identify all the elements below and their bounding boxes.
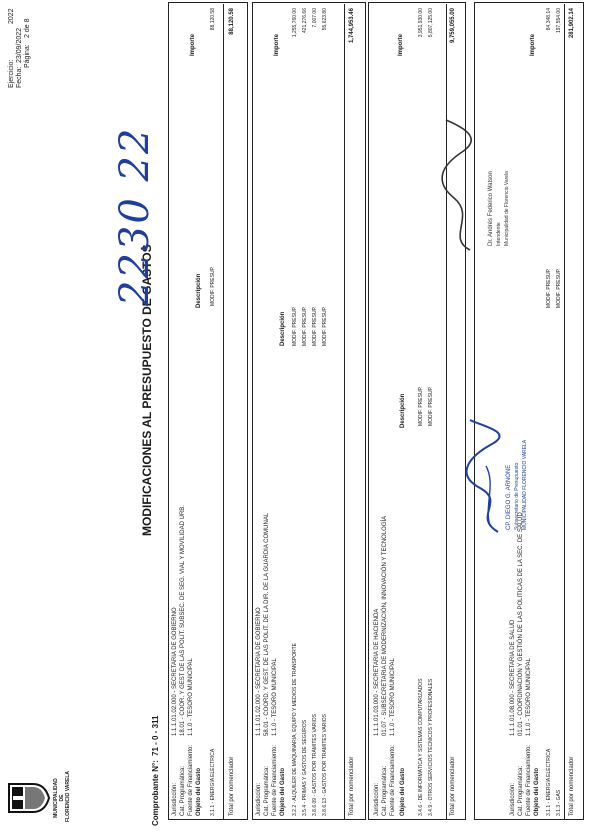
row-importe: 88,120.58 — [210, 8, 216, 31]
cat-programatica-label: Cat. Programática: — [180, 765, 186, 816]
row-descripcion: MODIF. PRESUP. — [546, 268, 552, 308]
total-label: Total por nomenclador — [450, 756, 456, 816]
ejercicio-label: Ejercicio: — [8, 59, 15, 88]
jurisdiccion-label: Jurisdicción: — [256, 782, 262, 816]
signature-title-left: Subsecretario de Presupuesto — [514, 462, 520, 530]
signature-org-left: MUNICIPALIDAD FLORENCIO VARELA — [522, 439, 528, 530]
row-importe: 1,255,760.00 — [292, 8, 298, 38]
signature-stamp-right — [440, 116, 520, 256]
total-label: Total por nomenclador — [229, 756, 235, 816]
signature-org-right: Municipalidad de Florencio Varela — [504, 171, 510, 246]
importe-header: Importe — [398, 33, 404, 56]
fuente-label: Fuente de Financiamiento: — [188, 744, 194, 816]
signature-stamp-left — [462, 416, 542, 536]
importe-header: Importe — [530, 33, 536, 56]
total-value: 281,902.14 — [569, 8, 575, 39]
objeto-header: Objeto del Gasto — [534, 767, 540, 816]
section-divider — [344, 4, 345, 820]
fuente-value: 1.1.0 - TESORO MUNICIPAL — [188, 658, 194, 736]
cat-programatica-value: 01.01 - COORDINACIÓN Y GESTIÓN DE LAS POLITICAS DE LA SEC. DE SALUD — [518, 512, 524, 736]
signature-scribble-icon — [440, 116, 480, 256]
comprobante-value: 71 - 0 - 311 — [151, 715, 160, 756]
fecha-value: 23/09/2022 — [16, 27, 23, 63]
logo-line: DE — [59, 794, 65, 802]
row-descripcion: MODIF. PRESUP. — [418, 386, 424, 426]
total-value: 9,759,055.00 — [450, 8, 456, 44]
handwritten-number: 2230 22 — [112, 126, 158, 306]
row-objeto: 3.2.2 - ALQUILER DE MAQUINARIA, EQUIPO Y MEDIOS DE TRANSPORTE — [292, 642, 298, 816]
total-value: 1,744,953.46 — [349, 8, 355, 44]
cat-programatica-label: Cat. Programática: — [518, 765, 524, 816]
row-descripcion: MODIF. PRESUP. — [302, 306, 308, 346]
row-descripcion: MODIF. PRESUP. — [556, 268, 562, 308]
page-title: MODIFICACIONES AL PRESUPUESTO DE GASTOS — [140, 244, 154, 536]
signature-scribble-icon — [462, 416, 508, 536]
row-importe: 84,348.14 — [546, 8, 552, 31]
row-descripcion: MODIF. PRESUP. — [292, 306, 298, 346]
row-descripcion: MODIF. PRESUP. — [210, 266, 216, 306]
importe-header: Importe — [190, 33, 196, 56]
descripcion-header: Descripción — [196, 273, 202, 308]
comprobante-label: Comprobante N°: — [151, 760, 160, 826]
jurisdiccion-label: Jurisdicción: — [510, 782, 516, 816]
descripcion-header: Descripción — [280, 311, 286, 346]
total-label: Total por nomenclador — [349, 756, 355, 816]
jurisdiccion-value: 1.1.1.01.08.000 - SECRETARIA DE SALUD — [510, 619, 516, 736]
fuente-value: 1.1.0 - TESORO MUNICIPAL — [272, 658, 278, 736]
fuente-label: Fuente de Financiamiento: — [526, 744, 532, 816]
fuente-label: Fuente de Financiamiento: — [272, 744, 278, 816]
jurisdiccion-value: 1.1.1.01.02.000 - SECRETARIA DE GOBIERNO — [256, 607, 262, 736]
objeto-header: Objeto del Gasto — [400, 767, 406, 816]
fuente-value: 1.1.0 - TESORO MUNICIPAL — [526, 658, 532, 736]
row-objeto: 3.5.4 - PRIMAS Y GASTOS DE SEGUROS — [302, 719, 308, 816]
cat-programatica-label: Cat. Programática: — [382, 765, 388, 816]
row-importe: 3,951,930.00 — [418, 8, 424, 38]
section-divider — [223, 4, 224, 820]
objeto-header: Objeto del Gasto — [196, 767, 202, 816]
row-objeto: 3.1.3 - GAS — [556, 789, 562, 816]
coat-of-arms-icon — [7, 781, 51, 815]
jurisdiccion-label: Jurisdicción: — [374, 782, 380, 816]
ejercicio-value: 2022 — [8, 8, 15, 24]
signature-name-right: Dr. Andrés Federico Watson — [488, 171, 494, 246]
row-importe: 5,807,125.00 — [428, 8, 434, 38]
pagina-label: Página: — [24, 44, 31, 68]
logo-line: FLORENCIO VARELA — [65, 770, 71, 822]
cat-programatica-label: Cat. Programática: — [264, 765, 270, 816]
row-objeto: 3.1.1 - ENERGÍA ELÉCTRICA — [546, 748, 552, 816]
jurisdiccion-label: Jurisdicción: — [172, 782, 178, 816]
jurisdiccion-value: 1.1.1.01.03.000 - SECRETARIA DE HACIENDA — [374, 608, 380, 736]
fuente-label: Fuente de Financiamiento: — [390, 744, 396, 816]
cat-programatica-value: 58.01 - COORD. Y GEST. DE LAS POLIT. DE LA DIR. DE LA GUARDIA COMUNAL — [264, 512, 270, 736]
signature-name-left: CP. DIEGO G. ARNONE — [506, 464, 512, 530]
row-objeto: 3.8.6.09 - GASTOS POR TRÁMITES VARIOS — [312, 714, 318, 816]
logo-line: MUNICIPALIDAD — [53, 778, 59, 818]
cat-programatica-value: 01.07 - SUBSECRETARIA DE MODERNIZACIÓN, INNOVACIÓN Y TECNOLOGÍA — [382, 515, 388, 736]
row-objeto: 3.4.6 - DE INFORMÁTICA Y SISTEMAS COMPUTARIZADOS — [418, 678, 424, 816]
pagina-value: 2 de 8 — [24, 18, 31, 38]
importe-header: Importe — [274, 33, 280, 56]
total-value: 88,120.58 — [229, 8, 235, 35]
cat-programatica-value: 18.01 - COOR. Y GEST DE LAS POLIT. SUBSEC. DE SEG. VIAL Y MOVILIDAD URB. — [180, 505, 186, 736]
municipal-logo — [7, 768, 77, 828]
jurisdiccion-value: 1.1.1.01.02.000 - SECRETARIA DE GOBIERNO — [172, 607, 178, 736]
row-importe: 7,007.00 — [312, 8, 318, 28]
section-divider — [564, 4, 565, 820]
descripcion-header: Descripción — [400, 393, 406, 428]
objeto-header: Objeto del Gasto — [280, 767, 286, 816]
row-descripcion: MODIF. PRESUP. — [312, 306, 318, 346]
row-importe: 421,276.66 — [302, 8, 308, 34]
total-label: Total por nomenclador — [569, 756, 575, 816]
fuente-value: 1.1.0 - TESORO MUNICIPAL — [390, 658, 396, 736]
row-objeto: 3.1.1 - ENERGÍA ELÉCTRICA — [210, 748, 216, 816]
row-descripcion: MODIF. PRESUP. — [322, 306, 328, 346]
row-objeto: 3.4.9 - OTROS SERVICIOS TÉCNICOS Y PROFESIONALES — [428, 678, 434, 816]
row-descripcion: MODIF. PRESUP. — [428, 386, 434, 426]
fecha-label: Fecha: — [16, 66, 23, 88]
row-importe: 197,554.00 — [556, 8, 562, 34]
row-importe: 55,623.80 — [322, 8, 328, 31]
row-objeto: 3.8.6.13 - GASTOS POR TRAMITES VARIOS — [322, 714, 328, 816]
signature-title-right: Intendente — [496, 222, 502, 246]
